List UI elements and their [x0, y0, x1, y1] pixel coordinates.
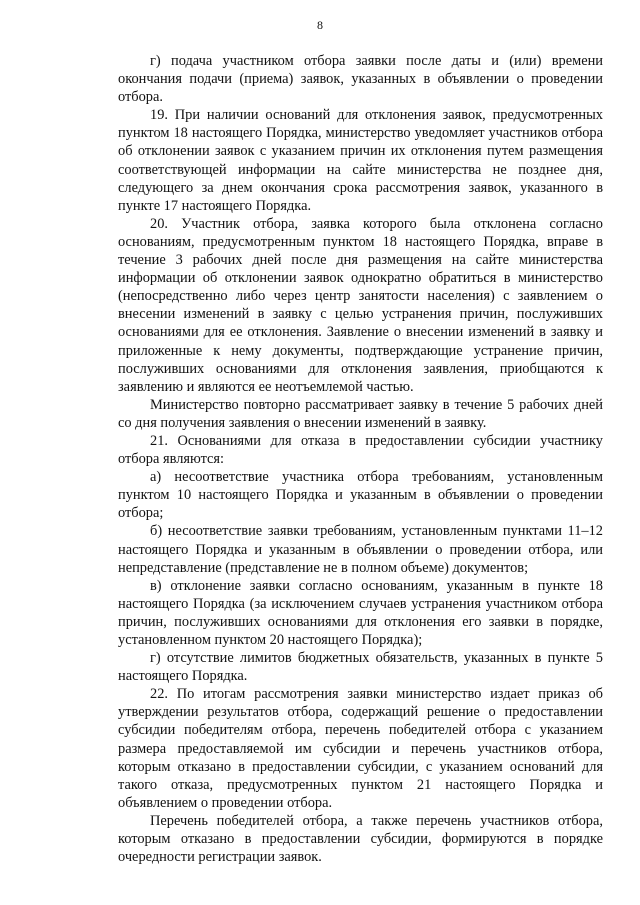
paragraph-clause-21-item-g: г) отсутствие лимитов бюджетных обязательств, указанных в пункте 5 настоящего Порядка.	[118, 650, 603, 685]
paragraph-clause-21-item-v: в) отклонение заявки согласно основаниям, указанным в пункте 18 настоящего Порядка (за исключением случаев устранения участником отбора причин, послуживших основаниями для отклонения его заявки в порядке, установленном пунктом 20 настоящего Порядка);	[118, 577, 603, 648]
paragraph-item-g-deadline: г) подача участником отбора заявки после даты и (или) времени окончания подачи (приема) заявок, указанных в объявлении о проведении отбора.	[118, 53, 603, 106]
paragraph-clause-21: 21. Основаниями для отказа в предоставлении субсидии участнику отбора являются:	[118, 432, 603, 468]
paragraph-clause-20-repeat-review: Министерство повторно рассматривает заявку в течение 5 рабочих дней со дня получения заявления о внесении изменений в заявку.	[118, 396, 603, 431]
paragraph-clause-21-item-b: б) несоответствие заявки требованиям, установленным пунктами 11–12 настоящего Порядка и указанным в объявлении о проведении отбора, или непредставление (представление не в полном объеме) документов;	[118, 523, 603, 576]
paragraph-clause-19: 19. При наличии оснований для отклонения заявок, предусмотренных пунктом 18 настоящего Порядка, министерство уведомляет участников отбора об отклонении заявок с указанием причин их отклонения путем размещения соответствующей информации на сайте министерства не позднее дня, следующего за днем окончания срока рассмотрения заявок, указанного в пункте 17 настоящего Порядка.	[118, 107, 603, 214]
paragraph-clause-20: 20. Участник отбора, заявка которого была отклонена согласно основаниям, предусмотренным пунктом 18 настоящего Порядка, вправе в течение 3 рабочих дней после дня размещения на сайте министерства информации об отклонении заявок однократно обратиться в министерство (непосредственно либо через центр занятости населения) с заявлением о внесении изменений в заявку с целью устранения причин, послуживших основаниями для ее отклонения. Заявление о внесении изменений в заявку и приложенные к нему документы, подтверждающие устранение причин, послуживших основаниями для отклонения заявления, приобщаются к заявлению и являются ее неотъемлемой частью.	[118, 215, 603, 395]
paragraph-clause-22-lists: Перечень победителей отбора, а также перечень участников отбора, которым отказано в предоставлении субсидии, формируются в порядке очередности регистрации заявок.	[118, 812, 603, 866]
page-number: 8	[317, 18, 323, 32]
document-body	[118, 52, 603, 866]
paragraph-clause-21-item-a: а) несоответствие участника отбора требованиям, установленным пунктом 10 настоящего Порядка и указанным в объявлении о проведении отбора;	[118, 469, 603, 522]
paragraph-clause-22: 22. По итогам рассмотрения заявки министерство издает приказ об утверждении результатов отбора, содержащий решение о предоставлении субсидии победителям отбора, перечень победителей отбора с указанием размера предоставляемой им субсидии и перечень участников отбора, которым отказано в предоставлении субсидии, с указанием оснований для такого отказа, предусмотренных пунктом 21 настоящего Порядка и объявлением о проведении отбора.	[118, 686, 603, 811]
